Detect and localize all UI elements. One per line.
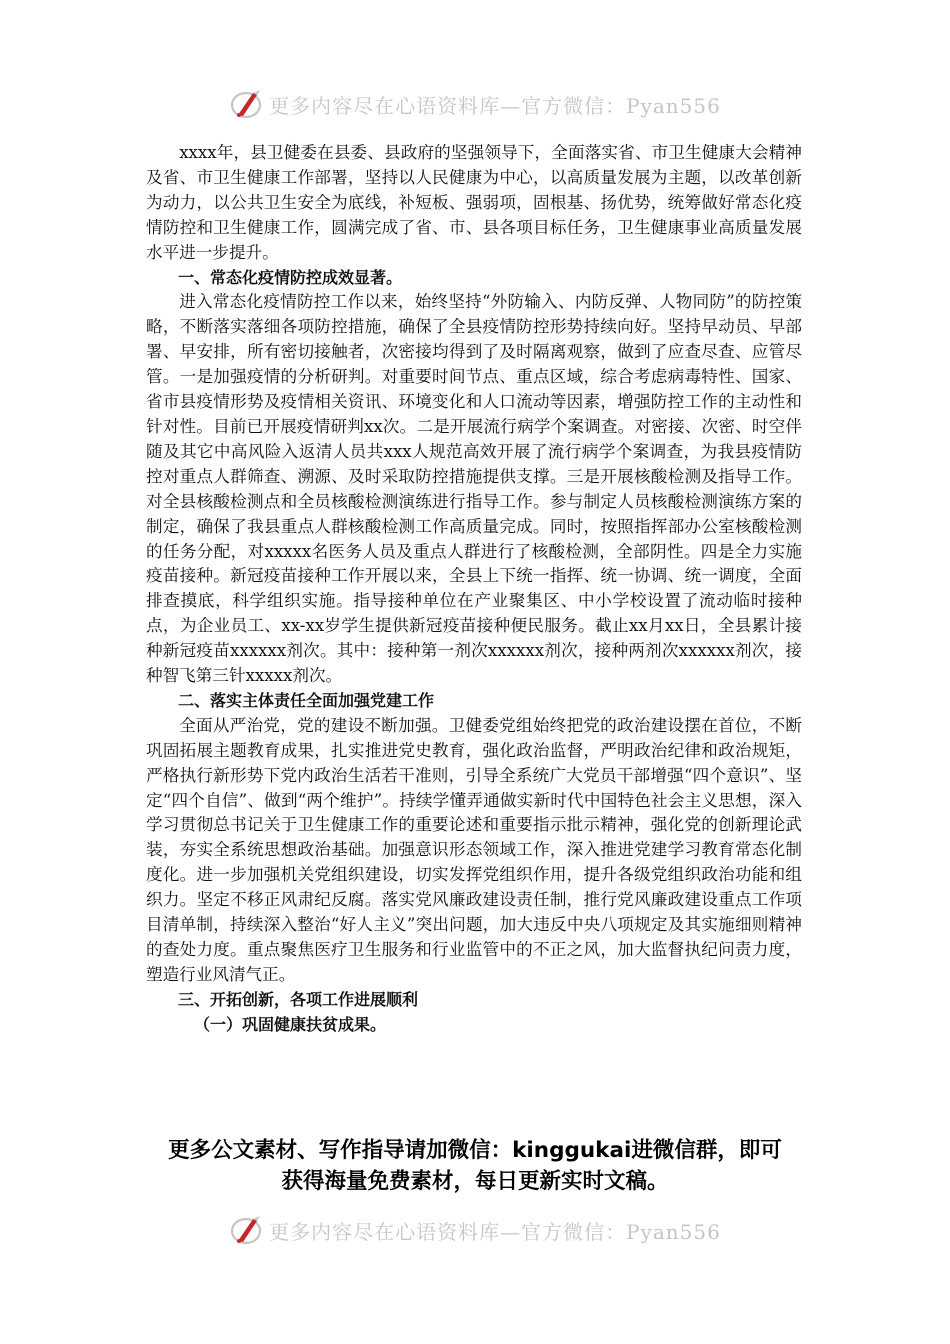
watermark-text: 更多内容尽在心语资料库—官方微信：Pyan556 <box>269 93 721 118</box>
footer-watermark <box>0 1210 950 1250</box>
document-body <box>146 141 802 1038</box>
pen-quill-circle-icon <box>229 87 265 121</box>
promo-notice <box>120 1135 830 1197</box>
header-watermark <box>0 84 950 124</box>
section-heading-1: 一、常态化疫情防控成效显著。 <box>178 267 403 287</box>
subsection-heading-1: （一）巩固健康扶贫成果。 <box>194 1014 387 1034</box>
section-heading-3: 三、开拓创新，各项工作进展顺利 <box>178 989 419 1009</box>
pen-quill-circle-icon <box>229 1213 265 1247</box>
promo-line-1: 更多公文素材、写作指导请加微信：kinggukai进微信群，即可 <box>168 1138 782 1163</box>
watermark-text: 更多内容尽在心语资料库—官方微信：Pyan556 <box>269 1219 721 1244</box>
promo-line-2: 获得海量免费素材，每日更新实时文稿。 <box>281 1169 669 1194</box>
intro-paragraph: xxxx年，县卫健委在县委、县政府的坚强领导下，全面落实省、市卫生健康大会精神及省、市卫生健康工作部署，坚持以人民健康为中心，以高质量发展为主题，以改革创新为动力，以公共卫生安全为底线，补短板、强弱项，固根基、扬优势，统筹做好常态化疫情防控和卫生健康工作，圆满完成了省、市、县各项目标任务，卫生健康事业高质量发展水平进一步提升。 <box>146 143 802 262</box>
section-2-paragraph: 全面从严治党，党的建设不断加强。卫健委党组始终把党的政治建设摆在首位，不断巩固拓展主题教育成果，扎实推进党史教育，强化政治监督，严明政治纪律和政治规矩，严格执行新形势下党内政治生活若干准则，引导全系统广大党员干部增强“四个意识”、坚定“四个自信”、做到“两个维护”。持续学懂弄通做实新时代中国特色社会主义思想，深入学习贯彻总书记关于卫生健康工作的重要论述和重要指示批示精神，强化党的创新理论武装，夯实全系统思想政治基础。加强意识形态领域工作，深入推进党建学习教育常态化制度化。进一步加强机关党组织建设，切实发挥党组织作用，提升各级党组织政治功能和组织力。坚定不移正风肃纪反腐。落实党风廉政建设责任制，推行党风廉政建设重点工作项目清单制，持续深入整治“好人主义”突出问题，加大违反中央八项规定及其实施细则精神的查处力度。重点聚焦医疗卫生服务和行业监管中的不正之风，加大监督执纪问责力度，塑造行业风清气正。 <box>146 715 802 984</box>
section-1-paragraph: 进入常态化疫情防控工作以来，始终坚持“外防输入、内防反弹、人物同防”的防控策略，不断落实落细各项防控措施，确保了全县疫情防控形势持续向好。坚持早动员、早部署、早安排，所有密切接触者，次密接均得到了及时隔离观察，做到了应查尽查、应管尽管。一是加强疫情的分析研判。对重要时间节点、重点区域，综合考虑病毒特性、国家、省市县疫情形势及疫情相关资讯、环境变化和人口流动等因素，增强防控工作的主动性和针对性。目前已开展疫情研判xx次。二是开展流行病学个案调查。对密接、次密、时空伴随及其它中高风险入返清人员共xxx人规范高效开展了流行病学个案调查，为我县疫情防控对重点人群筛查、溯源、及时采取防控措施提供支撑。三是开展核酸检测及指导工作。对全县核酸检测点和全员核酸检测演练进行指导工作。参与制定人员核酸检测演练方案的制定，确保了我县重点人群核酸检测工作高质量完成。同时，按照指挥部办公室核酸检测的任务分配，对xxxxx名医务人员及重点人群进行了核酸检测，全部阴性。四是全力实施疫苗接种。新冠疫苗接种工作开展以来，全县上下统一指挥、统一协调、统一调度，全面排查摸底，科学组织实施。指导接种单位在产业聚集区、中小学校设置了流动临时接种点，为企业员工、xx-xx岁学生提供新冠疫苗接种便民服务。截止xx月xx日，全县累计接种新冠疫苗xxxxxx剂次。其中：接种第一剂次xxxxxx剂次，接种两剂次xxxxxx剂次，接种智飞第三针xxxxx剂次。 <box>146 292 802 686</box>
section-heading-2: 二、落实主体责任全面加强党建工作 <box>178 690 435 710</box>
